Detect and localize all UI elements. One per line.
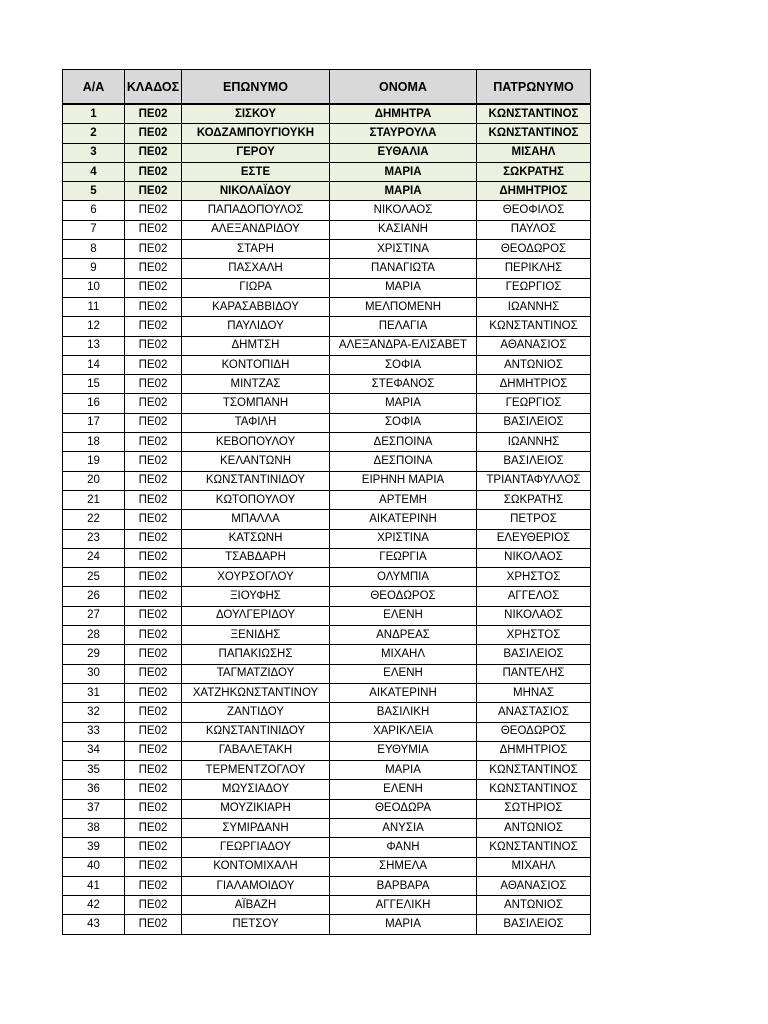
cell-fathers-name: ΕΛΕΥΘΕΡΙΟΣ — [477, 529, 591, 548]
cell-fathers-name: ΣΩΤΗΡΙΟΣ — [477, 799, 591, 818]
cell-index: 7 — [63, 220, 125, 239]
table-row — [63, 162, 591, 181]
cell-index: 29 — [63, 645, 125, 664]
cell-fathers-name: ΣΩΚΡΑΤΗΣ — [477, 162, 591, 181]
table-row — [63, 626, 591, 645]
cell-first-name: ΕΛΕΝΗ — [330, 780, 477, 799]
table-row — [63, 394, 591, 413]
table-row — [63, 471, 591, 490]
cell-surname: ΣΤΑΡΗ — [182, 240, 330, 259]
cell-surname: ΧΑΤΖΗΚΩΝΣΤΑΝΤΙΝΟΥ — [182, 683, 330, 702]
cell-index: 23 — [63, 529, 125, 548]
cell-fathers-name: ΠΑΝΤΕΛΗΣ — [477, 664, 591, 683]
cell-surname: ΑΛΕΞΑΝΔΡΙΔΟΥ — [182, 220, 330, 239]
cell-fathers-name: ΑΝΤΩΝΙΟΣ — [477, 355, 591, 374]
cell-index: 5 — [63, 182, 125, 201]
cell-branch: ΠΕ02 — [125, 375, 182, 394]
cell-first-name: ΣΤΕΦΑΝΟΣ — [330, 375, 477, 394]
cell-first-name: ΣΗΜΕΛΑ — [330, 857, 477, 876]
table-row — [63, 838, 591, 857]
cell-branch: ΠΕ02 — [125, 876, 182, 895]
cell-surname: ΠΕΤΣΟΥ — [182, 915, 330, 934]
cell-first-name: ΠΕΛΑΓΙΑ — [330, 317, 477, 336]
cell-index: 24 — [63, 548, 125, 567]
cell-first-name: ΝΙΚΟΛΑΟΣ — [330, 201, 477, 220]
cell-surname: ΤΑΓΜΑΤΖΙΔΟΥ — [182, 664, 330, 683]
cell-fathers-name: ΓΕΩΡΓΙΟΣ — [477, 278, 591, 297]
table-header — [63, 70, 591, 105]
cell-surname: ΚΟΝΤΟΜΙΧΑΛΗ — [182, 857, 330, 876]
cell-surname: ΜΠΑΛΛΑ — [182, 510, 330, 529]
cell-branch: ΠΕ02 — [125, 838, 182, 857]
cell-surname: ΚΟΝΤΟΠΙΔΗ — [182, 355, 330, 374]
cell-fathers-name: ΙΩΑΝΝΗΣ — [477, 297, 591, 316]
cell-surname: ΜΩΥΣΙΑΔΟΥ — [182, 780, 330, 799]
cell-fathers-name: ΑΝΑΣΤΑΣΙΟΣ — [477, 703, 591, 722]
cell-first-name: ΜΑΡΙΑ — [330, 394, 477, 413]
cell-surname: ΔΗΜΤΣΗ — [182, 336, 330, 355]
cell-branch: ΠΕ02 — [125, 818, 182, 837]
table-row — [63, 182, 591, 201]
cell-index: 32 — [63, 703, 125, 722]
cell-surname: ΝΙΚΟΛΑΪΔΟΥ — [182, 182, 330, 201]
cell-fathers-name: ΑΓΓΕΛΟΣ — [477, 587, 591, 606]
cell-fathers-name: ΘΕΟΔΩΡΟΣ — [477, 722, 591, 741]
cell-fathers-name: ΔΗΜΗΤΡΙΟΣ — [477, 375, 591, 394]
cell-fathers-name: ΠΑΥΛΟΣ — [477, 220, 591, 239]
cell-surname: ΞΙΟΥΦΗΣ — [182, 587, 330, 606]
cell-index: 19 — [63, 452, 125, 471]
cell-index: 40 — [63, 857, 125, 876]
table-row — [63, 124, 591, 143]
cell-first-name: ΧΡΙΣΤΙΝΑ — [330, 240, 477, 259]
cell-first-name: ΒΑΡΒΑΡΑ — [330, 876, 477, 895]
cell-branch: ΠΕ02 — [125, 336, 182, 355]
cell-first-name: ΕΙΡΗΝΗ ΜΑΡΙΑ — [330, 471, 477, 490]
cell-branch: ΠΕ02 — [125, 606, 182, 625]
table-row — [63, 896, 591, 915]
cell-fathers-name: ΑΘΑΝΑΣΙΟΣ — [477, 336, 591, 355]
cell-fathers-name: ΙΩΑΝΝΗΣ — [477, 433, 591, 452]
cell-branch: ΠΕ02 — [125, 529, 182, 548]
table-row — [63, 355, 591, 374]
cell-surname: ΚΕΛΑΝΤΩΝΗ — [182, 452, 330, 471]
cell-branch: ΠΕ02 — [125, 433, 182, 452]
cell-fathers-name: ΘΕΟΔΩΡΟΣ — [477, 240, 591, 259]
cell-branch: ΠΕ02 — [125, 703, 182, 722]
cell-surname: ΚΩΤΟΠΟΥΛΟΥ — [182, 490, 330, 509]
cell-surname: ΚΩΝΣΤΑΝΤΙΝΙΔΟΥ — [182, 722, 330, 741]
candidate-table — [62, 69, 591, 935]
cell-branch: ΠΕ02 — [125, 664, 182, 683]
cell-index: 26 — [63, 587, 125, 606]
cell-first-name: ΦΑΝΗ — [330, 838, 477, 857]
cell-branch: ΠΕ02 — [125, 780, 182, 799]
cell-fathers-name: ΚΩΝΣΤΑΝΤΙΝΟΣ — [477, 317, 591, 336]
cell-branch: ΠΕ02 — [125, 240, 182, 259]
cell-fathers-name: ΒΑΣΙΛΕΙΟΣ — [477, 452, 591, 471]
table-row — [63, 259, 591, 278]
cell-branch: ΠΕ02 — [125, 761, 182, 780]
cell-surname: ΓΑΒΑΛΕΤΑΚΗ — [182, 741, 330, 760]
table-row — [63, 683, 591, 702]
table-row — [63, 761, 591, 780]
header-fathers-name: ΠΑΤΡΩΝΥΜΟ — [477, 70, 591, 105]
table-row — [63, 510, 591, 529]
cell-first-name: ΟΛΥΜΠΙΑ — [330, 568, 477, 587]
cell-surname: ΤΕΡΜΕΝΤΖΟΓΛΟΥ — [182, 761, 330, 780]
cell-fathers-name: ΧΡΗΣΤΟΣ — [477, 568, 591, 587]
cell-first-name: ΑΝΥΣΙΑ — [330, 818, 477, 837]
cell-index: 4 — [63, 162, 125, 181]
cell-first-name: ΜΑΡΙΑ — [330, 162, 477, 181]
cell-branch: ΠΕ02 — [125, 896, 182, 915]
table-row — [63, 104, 591, 124]
cell-branch: ΠΕ02 — [125, 857, 182, 876]
cell-surname: ΓΕΡΟΥ — [182, 143, 330, 162]
cell-first-name: ΔΕΣΠΟΙΝΑ — [330, 433, 477, 452]
cell-surname: ΠΑΠΑΔΟΠΟΥΛΟΣ — [182, 201, 330, 220]
cell-surname: ΖΑΝΤΙΔΟΥ — [182, 703, 330, 722]
cell-first-name: ΕΥΘΥΜΙΑ — [330, 741, 477, 760]
cell-surname: ΣΙΣΚΟΥ — [182, 104, 330, 124]
cell-first-name: ΑΙΚΑΤΕΡΙΝΗ — [330, 510, 477, 529]
cell-index: 18 — [63, 433, 125, 452]
cell-surname: ΚΑΤΣΩΝΗ — [182, 529, 330, 548]
cell-surname: ΕΣΤΕ — [182, 162, 330, 181]
cell-fathers-name: ΑΘΑΝΑΣΙΟΣ — [477, 876, 591, 895]
header-surname: ΕΠΩΝΥΜΟ — [182, 70, 330, 105]
cell-first-name: ΣΟΦΙΑ — [330, 413, 477, 432]
cell-branch: ΠΕ02 — [125, 626, 182, 645]
cell-first-name: ΕΛΕΝΗ — [330, 606, 477, 625]
cell-fathers-name: ΤΡΙΑΝΤΑΦΥΛΛΟΣ — [477, 471, 591, 490]
cell-branch: ΠΕ02 — [125, 220, 182, 239]
cell-first-name: ΑΓΓΕΛΙΚΗ — [330, 896, 477, 915]
cell-first-name: ΓΕΩΡΓΙΑ — [330, 548, 477, 567]
cell-surname: ΠΑΠΑΚΙΩΣΗΣ — [182, 645, 330, 664]
table-row — [63, 568, 591, 587]
cell-surname: ΤΑΦΙΛΗ — [182, 413, 330, 432]
cell-branch: ΠΕ02 — [125, 259, 182, 278]
cell-branch: ΠΕ02 — [125, 510, 182, 529]
cell-fathers-name: ΜΙΣΑΗΛ — [477, 143, 591, 162]
cell-index: 30 — [63, 664, 125, 683]
table-row — [63, 529, 591, 548]
cell-index: 6 — [63, 201, 125, 220]
cell-fathers-name: ΚΩΝΣΤΑΝΤΙΝΟΣ — [477, 780, 591, 799]
cell-first-name: ΔΕΣΠΟΙΝΑ — [330, 452, 477, 471]
table-row — [63, 741, 591, 760]
cell-index: 33 — [63, 722, 125, 741]
cell-fathers-name: ΣΩΚΡΑΤΗΣ — [477, 490, 591, 509]
table-row — [63, 317, 591, 336]
table-row — [63, 857, 591, 876]
cell-fathers-name: ΠΕΡΙΚΛΗΣ — [477, 259, 591, 278]
cell-fathers-name: ΜΗΝΑΣ — [477, 683, 591, 702]
cell-branch: ΠΕ02 — [125, 452, 182, 471]
table-body — [63, 104, 591, 934]
cell-branch: ΠΕ02 — [125, 799, 182, 818]
cell-first-name: ΜΕΛΠΟΜΕΝΗ — [330, 297, 477, 316]
cell-branch: ΠΕ02 — [125, 722, 182, 741]
cell-branch: ΠΕ02 — [125, 471, 182, 490]
cell-surname: ΚΕΒΟΠΟΥΛΟΥ — [182, 433, 330, 452]
cell-first-name: ΜΑΡΙΑ — [330, 278, 477, 297]
table-row — [63, 587, 591, 606]
cell-surname: ΓΕΩΡΓΙΑΔΟΥ — [182, 838, 330, 857]
cell-first-name: ΜΑΡΙΑ — [330, 182, 477, 201]
cell-first-name: ΚΑΣΙΑΝΗ — [330, 220, 477, 239]
table-row — [63, 278, 591, 297]
cell-first-name: ΠΑΝΑΓΙΩΤΑ — [330, 259, 477, 278]
cell-index: 35 — [63, 761, 125, 780]
cell-branch: ΠΕ02 — [125, 413, 182, 432]
cell-branch: ΠΕ02 — [125, 355, 182, 374]
cell-index: 42 — [63, 896, 125, 915]
cell-fathers-name: ΘΕΟΦΙΛΟΣ — [477, 201, 591, 220]
cell-branch: ΠΕ02 — [125, 104, 182, 124]
table-row — [63, 799, 591, 818]
cell-branch: ΠΕ02 — [125, 143, 182, 162]
cell-first-name: ΜΙΧΑΗΛ — [330, 645, 477, 664]
table-row — [63, 452, 591, 471]
table-row — [63, 220, 591, 239]
table-row — [63, 297, 591, 316]
cell-surname: ΓΙΑΛΑΜΟΙΔΟΥ — [182, 876, 330, 895]
table-row — [63, 548, 591, 567]
cell-branch: ΠΕ02 — [125, 162, 182, 181]
cell-surname: ΓΙΩΡΑ — [182, 278, 330, 297]
cell-index: 41 — [63, 876, 125, 895]
cell-first-name: ΣΤΑΥΡΟΥΛΑ — [330, 124, 477, 143]
cell-branch: ΠΕ02 — [125, 124, 182, 143]
table-row — [63, 143, 591, 162]
cell-surname: ΤΣΑΒΔΑΡΗ — [182, 548, 330, 567]
cell-first-name: ΕΛΕΝΗ — [330, 664, 477, 683]
cell-branch: ΠΕ02 — [125, 278, 182, 297]
cell-first-name: ΣΟΦΙΑ — [330, 355, 477, 374]
table-row — [63, 201, 591, 220]
cell-index: 31 — [63, 683, 125, 702]
cell-first-name: ΧΡΙΣΤΙΝΑ — [330, 529, 477, 548]
cell-surname: ΧΟΥΡΣΟΓΛΟΥ — [182, 568, 330, 587]
cell-surname: ΚΑΡΑΣΑΒΒΙΔΟΥ — [182, 297, 330, 316]
table-row — [63, 645, 591, 664]
cell-fathers-name: ΚΩΝΣΤΑΝΤΙΝΟΣ — [477, 124, 591, 143]
cell-surname: ΚΟΔΖΑΜΠΟΥΓΙΟΥΚΗ — [182, 124, 330, 143]
cell-fathers-name: ΒΑΣΙΛΕΙΟΣ — [477, 915, 591, 934]
cell-index: 2 — [63, 124, 125, 143]
cell-index: 20 — [63, 471, 125, 490]
cell-fathers-name: ΓΕΩΡΓΙΟΣ — [477, 394, 591, 413]
cell-first-name: ΘΕΟΔΩΡΑ — [330, 799, 477, 818]
cell-fathers-name: ΚΩΝΣΤΑΝΤΙΝΟΣ — [477, 838, 591, 857]
cell-fathers-name: ΒΑΣΙΛΕΙΟΣ — [477, 413, 591, 432]
cell-surname: ΣΥΜΙΡΔΑΝΗ — [182, 818, 330, 837]
table-row — [63, 780, 591, 799]
cell-index: 1 — [63, 104, 125, 124]
cell-surname: ΠΑΣΧΑΛΗ — [182, 259, 330, 278]
cell-fathers-name: ΜΙΧΑΗΛ — [477, 857, 591, 876]
cell-branch: ΠΕ02 — [125, 490, 182, 509]
cell-index: 36 — [63, 780, 125, 799]
cell-first-name: ΜΑΡΙΑ — [330, 761, 477, 780]
cell-fathers-name: ΒΑΣΙΛΕΙΟΣ — [477, 645, 591, 664]
cell-fathers-name: ΔΗΜΗΤΡΙΟΣ — [477, 741, 591, 760]
cell-surname: ΜΟΥΖΙΚΙΑΡΗ — [182, 799, 330, 818]
header-index: Α/Α — [63, 70, 125, 105]
cell-fathers-name: ΝΙΚΟΛΑΟΣ — [477, 606, 591, 625]
cell-index: 10 — [63, 278, 125, 297]
cell-index: 8 — [63, 240, 125, 259]
cell-surname: ΠΑΥΛΙΔΟΥ — [182, 317, 330, 336]
cell-index: 39 — [63, 838, 125, 857]
cell-fathers-name: ΔΗΜΗΤΡΙΟΣ — [477, 182, 591, 201]
cell-branch: ΠΕ02 — [125, 741, 182, 760]
cell-surname: ΚΩΝΣΤΑΝΤΙΝΙΔΟΥ — [182, 471, 330, 490]
cell-index: 34 — [63, 741, 125, 760]
cell-fathers-name: ΑΝΤΩΝΙΟΣ — [477, 818, 591, 837]
cell-index: 3 — [63, 143, 125, 162]
table-row — [63, 664, 591, 683]
table-row — [63, 818, 591, 837]
cell-fathers-name: ΠΕΤΡΟΣ — [477, 510, 591, 529]
cell-branch: ΠΕ02 — [125, 317, 182, 336]
cell-surname: ΔΟΥΛΓΕΡΙΔΟΥ — [182, 606, 330, 625]
cell-fathers-name: ΚΩΝΣΤΑΝΤΙΝΟΣ — [477, 761, 591, 780]
table-row — [63, 606, 591, 625]
cell-branch: ΠΕ02 — [125, 645, 182, 664]
cell-surname: ΞΕΝΙΔΗΣ — [182, 626, 330, 645]
cell-index: 16 — [63, 394, 125, 413]
cell-first-name: ΒΑΣΙΛΙΚΗ — [330, 703, 477, 722]
header-first-name: ΟΝΟΜΑ — [330, 70, 477, 105]
cell-index: 21 — [63, 490, 125, 509]
cell-index: 37 — [63, 799, 125, 818]
cell-branch: ΠΕ02 — [125, 201, 182, 220]
cell-first-name: ΘΕΟΔΩΡΟΣ — [330, 587, 477, 606]
cell-index: 13 — [63, 336, 125, 355]
cell-first-name: ΑΝΔΡΕΑΣ — [330, 626, 477, 645]
cell-branch: ΠΕ02 — [125, 182, 182, 201]
cell-first-name: ΧΑΡΙΚΛΕΙΑ — [330, 722, 477, 741]
cell-fathers-name: ΚΩΝΣΤΑΝΤΙΝΟΣ — [477, 104, 591, 124]
table-row — [63, 722, 591, 741]
cell-index: 22 — [63, 510, 125, 529]
cell-first-name: ΑΡΤΕΜΗ — [330, 490, 477, 509]
cell-fathers-name: ΝΙΚΟΛΑΟΣ — [477, 548, 591, 567]
table-row — [63, 240, 591, 259]
cell-branch: ΠΕ02 — [125, 548, 182, 567]
table-row — [63, 490, 591, 509]
cell-surname: ΑΪΒΑΖΗ — [182, 896, 330, 915]
header-branch: ΚΛΑΔΟΣ — [125, 70, 182, 105]
cell-first-name: ΑΙΚΑΤΕΡΙΝΗ — [330, 683, 477, 702]
table-row — [63, 433, 591, 452]
cell-branch: ΠΕ02 — [125, 394, 182, 413]
table-row — [63, 375, 591, 394]
cell-surname: ΤΣΟΜΠΑΝΗ — [182, 394, 330, 413]
cell-first-name: ΑΛΕΞΑΝΔΡΑ-ΕΛΙΣΑΒΕΤ — [330, 336, 477, 355]
cell-index: 15 — [63, 375, 125, 394]
cell-branch: ΠΕ02 — [125, 915, 182, 934]
cell-index: 27 — [63, 606, 125, 625]
cell-index: 25 — [63, 568, 125, 587]
table-row — [63, 876, 591, 895]
cell-branch: ΠΕ02 — [125, 297, 182, 316]
cell-index: 43 — [63, 915, 125, 934]
table-row — [63, 703, 591, 722]
cell-branch: ΠΕ02 — [125, 587, 182, 606]
cell-fathers-name: ΧΡΗΣΤΟΣ — [477, 626, 591, 645]
cell-index: 17 — [63, 413, 125, 432]
table-row — [63, 413, 591, 432]
cell-first-name: ΜΑΡΙΑ — [330, 915, 477, 934]
cell-first-name: ΕΥΘΑΛΙΑ — [330, 143, 477, 162]
cell-branch: ΠΕ02 — [125, 568, 182, 587]
cell-first-name: ΔΗΜΗΤΡΑ — [330, 104, 477, 124]
table-row — [63, 915, 591, 934]
cell-branch: ΠΕ02 — [125, 683, 182, 702]
cell-surname: ΜΙΝΤΖΑΣ — [182, 375, 330, 394]
cell-index: 38 — [63, 818, 125, 837]
cell-index: 11 — [63, 297, 125, 316]
cell-index: 28 — [63, 626, 125, 645]
cell-index: 12 — [63, 317, 125, 336]
header-row — [63, 70, 591, 105]
cell-index: 9 — [63, 259, 125, 278]
table-row — [63, 336, 591, 355]
cell-fathers-name: ΑΝΤΩΝΙΟΣ — [477, 896, 591, 915]
cell-index: 14 — [63, 355, 125, 374]
